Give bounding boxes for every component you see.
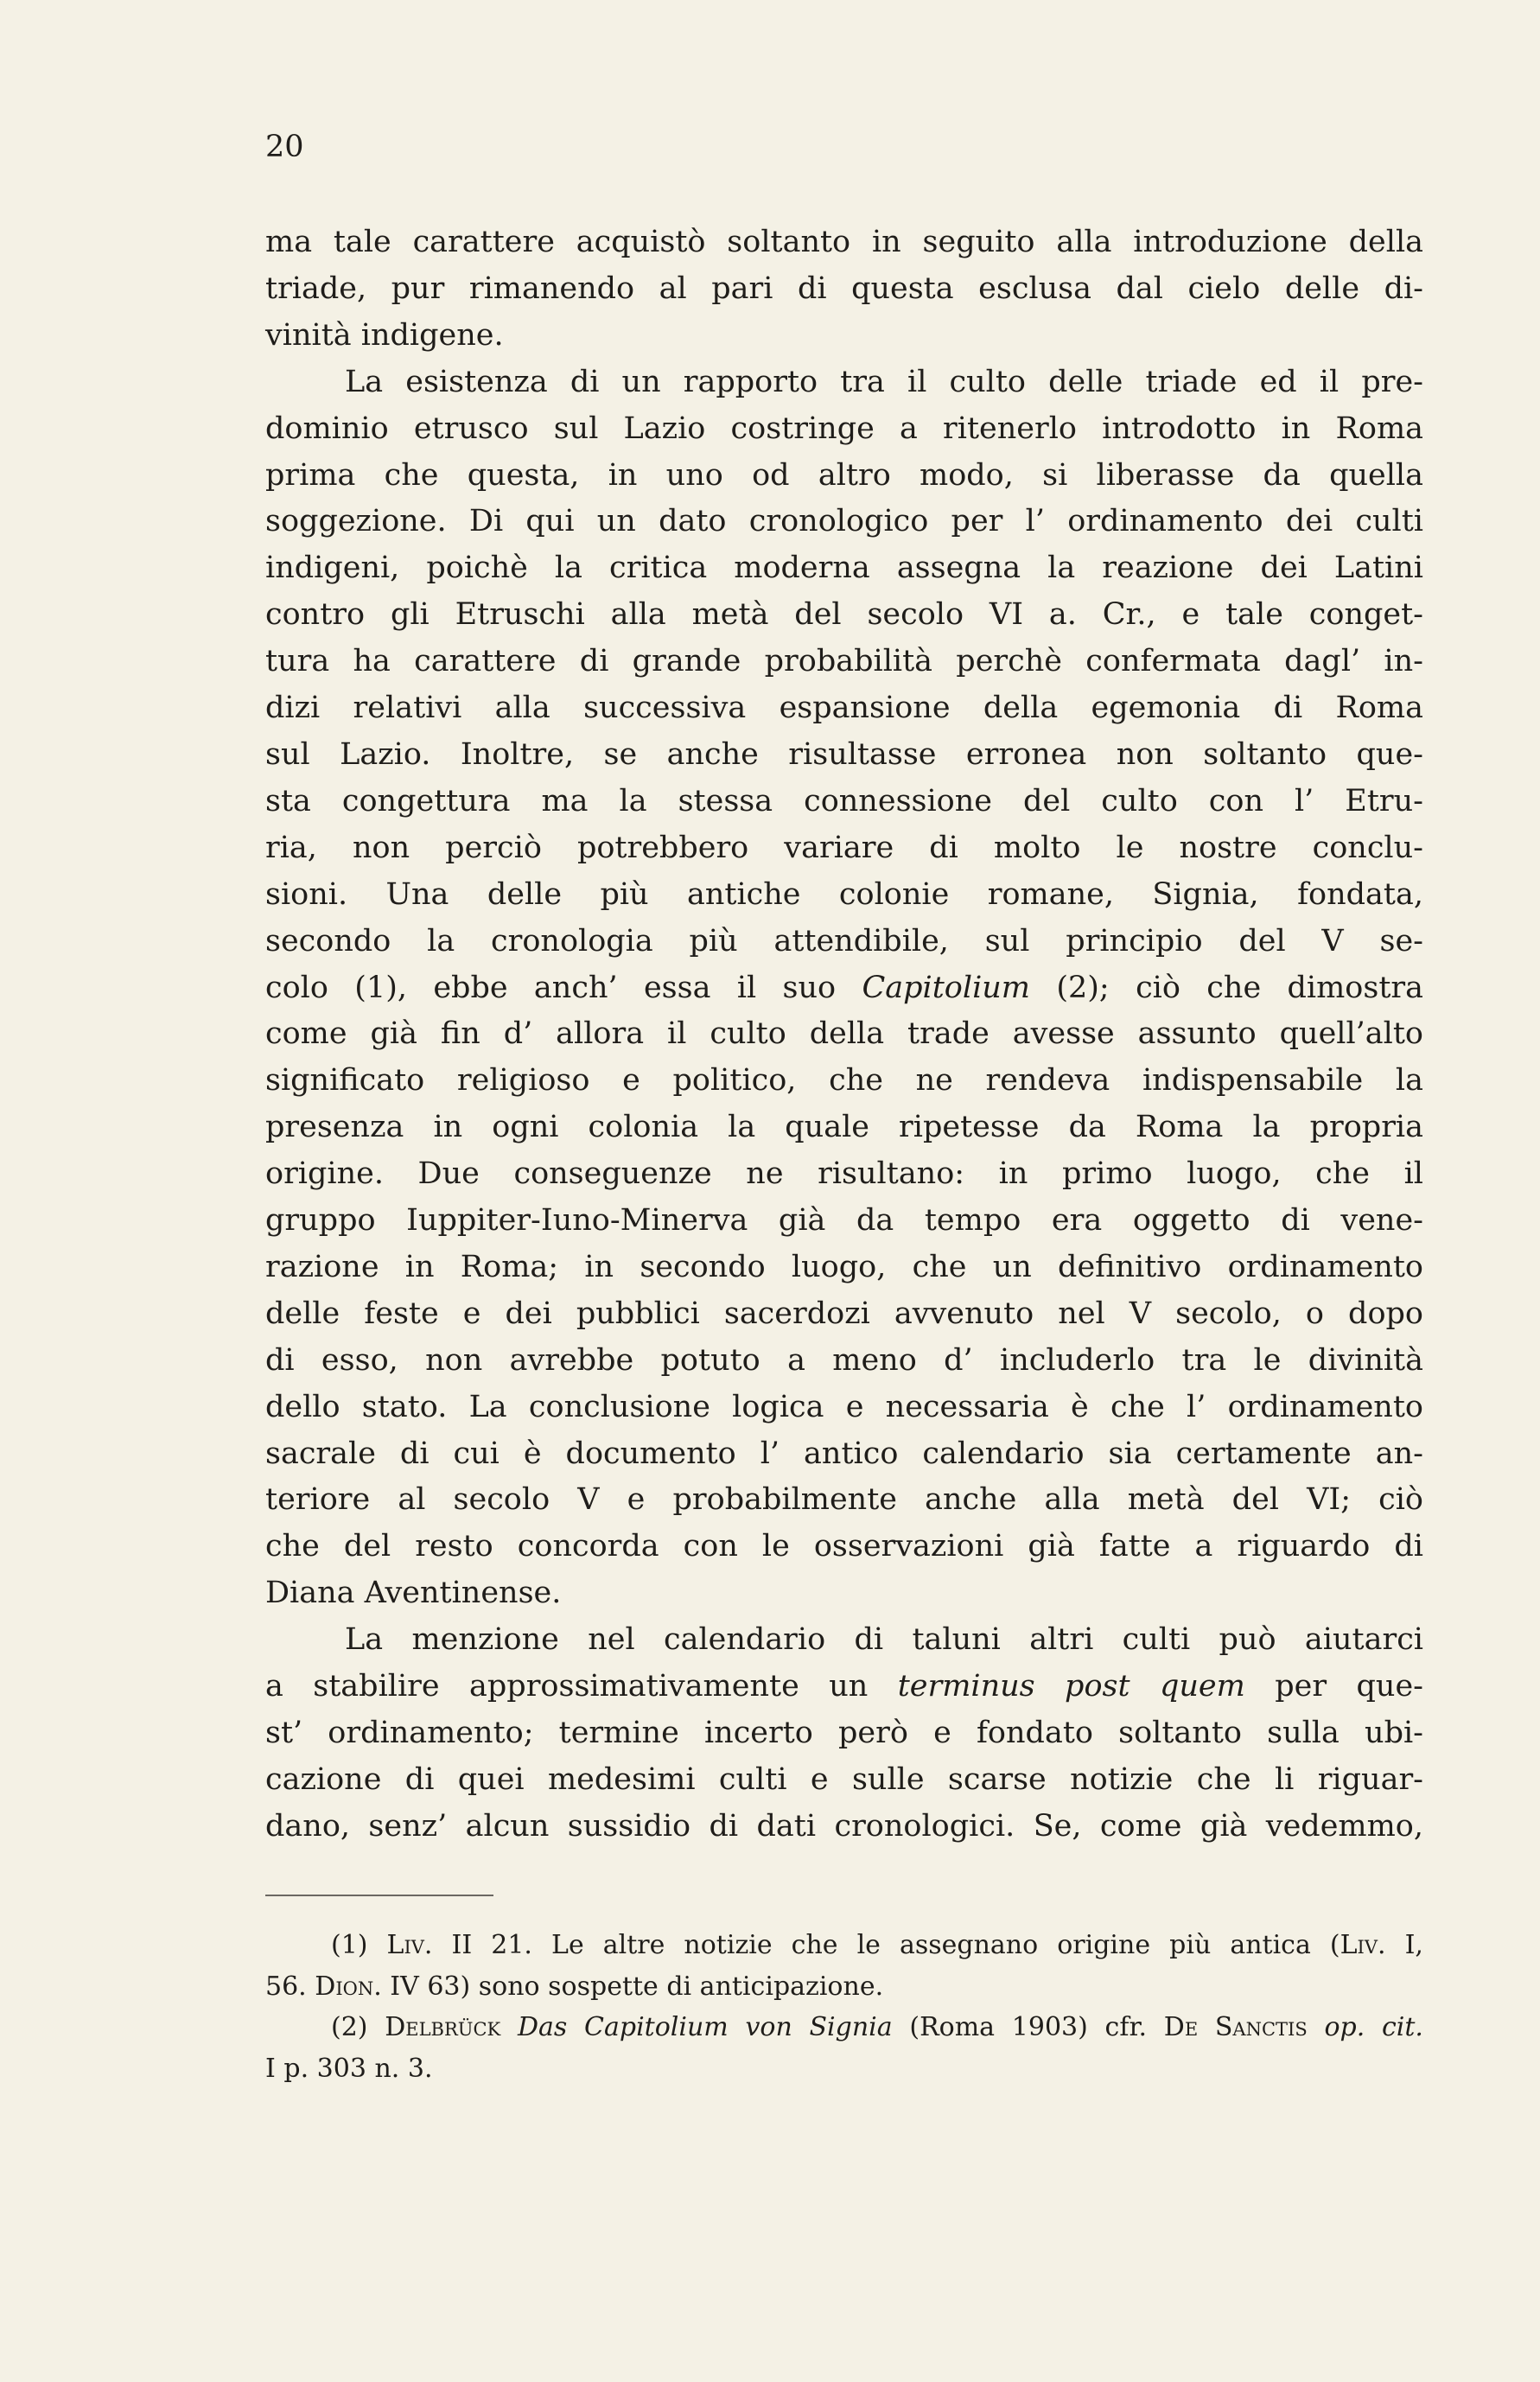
text-line: dano, senz’ alcun sussidio di dati cronologici. Se, come già vedemmo, xyxy=(265,1808,1423,1844)
text-line: ma tale carattere acquistò soltanto in seguito alla introduzione della xyxy=(265,225,1423,259)
text-line: contro gli Etruschi alla metà del secolo VI a. Cr., e tale conget- xyxy=(265,597,1423,633)
text-line: sacrale di cui è documento l’ antico calendario sia certamente an- xyxy=(265,1436,1423,1471)
paragraph-3 xyxy=(265,1617,1423,1850)
text-line: che del resto concorda con le osservazioni già fatte a riguardo di xyxy=(265,1529,1423,1564)
text-line: cazione di quei medesimi culti e sulle scarse notizie che li riguar- xyxy=(265,1761,1423,1797)
text-line: origine. Due conseguenze ne risultano: in primo luogo, che il xyxy=(265,1156,1423,1192)
italic-term: terminus post quem xyxy=(897,1669,1245,1704)
footnote-line: I p. 303 n. 3. xyxy=(265,2054,433,2085)
text-line xyxy=(265,965,1423,1012)
text-segment: per que- xyxy=(1275,1669,1423,1704)
text-line: dizi relativi alla successiva espansione della egemonia di Roma xyxy=(265,691,1423,726)
text-line: come già fin d’ allora il culto della trade avesse assunto quell’alto xyxy=(265,1016,1423,1052)
text-line: gruppo Iuppiter-Iuno-Minerva già da tempo era oggetto di vene- xyxy=(265,1203,1423,1239)
text-line: st’ ordinamento; termine incerto però e fondato soltanto sulla ubi- xyxy=(265,1716,1423,1750)
author-name: Delbrück xyxy=(385,2012,501,2043)
text-line: vinità indigene. xyxy=(265,317,504,353)
body-text xyxy=(265,220,1423,1850)
text-line: sta congettura ma la stessa connessione del culto con l’ Etru- xyxy=(265,783,1423,818)
author-name: Liv. xyxy=(386,1930,433,1960)
text-segment: (Roma 1903) cfr. xyxy=(909,2012,1148,2043)
text-line: di esso, non avrebbe potuto a meno d’ includerlo tra le divinità xyxy=(265,1342,1423,1378)
text-line: secondo la cronologia più attendibile, sul principio del V se- xyxy=(265,923,1423,959)
footnotes xyxy=(265,1925,1423,2090)
footnote-1 xyxy=(265,1925,1423,2007)
footnote-line xyxy=(265,2007,1423,2048)
text-line: triade, pur rimanendo al pari di questa esclusa dal cielo delle di- xyxy=(265,271,1423,306)
text-segment: a stabilire approssimativamente un xyxy=(265,1669,869,1704)
text-line: significato religioso e politico, che ne rendeva indispensabile la xyxy=(265,1063,1423,1099)
footnote-separator xyxy=(265,1895,493,1896)
text-line: Diana Aventinense. xyxy=(265,1576,562,1611)
footnote-marker: (2) xyxy=(331,2012,368,2043)
page-number: 20 xyxy=(265,130,304,164)
text-segment: II 21. Le altre notizie che le assegnano origine più antica ( xyxy=(451,1930,1340,1960)
text-line: ria, non perciò potrebbero variare di molto le nostre conclu- xyxy=(265,830,1423,865)
text-line: teriore al secolo V e probabilmente anche alla metà del VI; ciò xyxy=(265,1482,1423,1518)
text-line: razione in Roma; in secondo luogo, che un definitivo ordinamento xyxy=(265,1249,1423,1284)
footnote-marker: (1) xyxy=(331,1930,368,1960)
text-segment: I, xyxy=(1404,1930,1423,1960)
text-line: dominio etrusco sul Lazio costringe a ritenerlo introdotto in Roma xyxy=(265,411,1423,446)
paragraph-2 xyxy=(265,360,1423,1617)
text-line: sioni. Una delle più antiche colonie romane, Signia, fondata, xyxy=(265,876,1423,912)
author-name: De Sanctis xyxy=(1163,2012,1308,2043)
text-line: La esistenza di un rapporto tra il culto delle triade ed il pre- xyxy=(345,364,1423,399)
text-line: soggezione. Di qui un dato cronologico per l’ ordinamento dei culti xyxy=(265,504,1423,539)
text-segment: colo (1), ebbe anch’ essa il suo xyxy=(265,970,837,1005)
text-line: dello stato. La conclusione logica e necessaria è che l’ ordinamento xyxy=(265,1389,1423,1424)
text-line: sul Lazio. Inoltre, se anche risultasse erronea non soltanto que- xyxy=(265,736,1423,772)
text-line: delle feste e dei pubblici sacerdozi avvenuto nel V secolo, o dopo xyxy=(265,1296,1423,1331)
italic-term: Capitolium xyxy=(862,970,1030,1005)
text-segment: 56. xyxy=(265,1971,307,2002)
footnote-line xyxy=(265,1966,1423,2008)
text-line: La menzione nel calendario di taluni altri culti può aiutarci xyxy=(345,1622,1423,1658)
text-line xyxy=(265,1664,1423,1710)
footnote-line xyxy=(265,1925,1423,1966)
text-line: presenza in ogni colonia la quale ripetesse da Roma la propria xyxy=(265,1110,1423,1145)
text-line: prima che questa, in uno od altro modo, si liberasse da quella xyxy=(265,457,1423,493)
work-title: Das Capitolium von Signia xyxy=(517,2012,893,2043)
footnote-2 xyxy=(265,2007,1423,2089)
paragraph-1 xyxy=(265,220,1423,360)
text-line: indigeni, poichè la critica moderna assegna la reazione dei Latini xyxy=(265,551,1423,586)
citation-abbrev: op. cit. xyxy=(1324,2012,1423,2043)
text-line: tura ha carattere di grande probabilità perchè confermata dagl’ in- xyxy=(265,644,1423,679)
text-segment: (2); ciò che dimostra xyxy=(1056,970,1423,1005)
author-name: Liv. xyxy=(1340,1930,1386,1960)
author-name: Dion. xyxy=(315,1971,382,2002)
text-segment: IV 63) sono sospette di anticipazione. xyxy=(390,1971,884,2002)
